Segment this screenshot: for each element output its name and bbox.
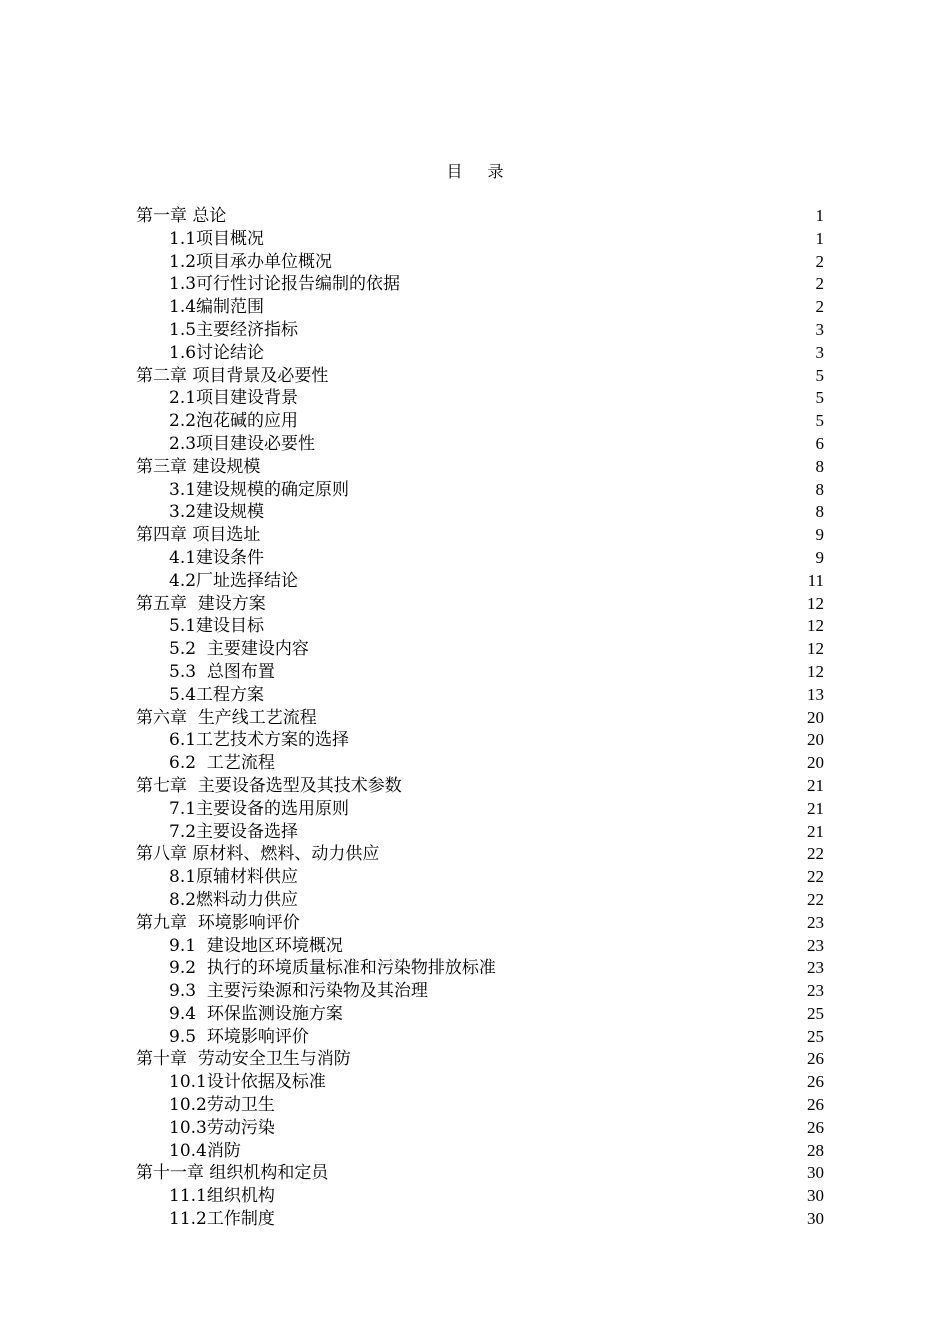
- toc-page-number: 9: [815, 525, 824, 545]
- toc-section-entry[interactable]: [136, 433, 824, 456]
- toc-page-number: 8: [815, 502, 824, 522]
- toc-entry-label: 2.2泡花碱的应用: [169, 411, 299, 432]
- toc-entry-label: 第七章 主要设备选型及其技术参数: [136, 775, 402, 796]
- toc-section-entry[interactable]: [136, 228, 824, 251]
- toc-section-entry[interactable]: [136, 479, 824, 502]
- toc-entry-label: 10.3劳动污染: [169, 1117, 275, 1138]
- toc-page-number: 3: [815, 342, 824, 362]
- toc-entry-label: 第九章 环境影响评价: [136, 912, 300, 933]
- toc-page-number: 25: [807, 1003, 824, 1023]
- toc-section-entry[interactable]: [136, 1094, 824, 1117]
- toc-page-number: 26: [807, 1049, 824, 1069]
- toc-entry-label: 2.3项目建设必要性: [169, 433, 316, 454]
- toc-page-number: 1: [815, 228, 824, 248]
- toc-section-entry[interactable]: [136, 957, 824, 980]
- page-title: 目 录: [446, 162, 514, 181]
- toc-chapter-entry[interactable]: [136, 1048, 824, 1071]
- toc-section-entry[interactable]: [136, 387, 824, 410]
- toc-entry-label: 3.1建设规模的确定原则: [169, 479, 350, 500]
- toc-section-entry[interactable]: [136, 251, 824, 274]
- toc-section-entry[interactable]: [136, 1026, 824, 1049]
- toc-entry-label: 第六章 生产线工艺流程: [136, 707, 317, 728]
- toc-entry-label: 第一章 总论: [136, 206, 227, 226]
- toc-entry-label: 9.2 执行的环境质量标准和污染物排放标准: [169, 958, 496, 979]
- toc-section-entry[interactable]: [136, 638, 824, 661]
- toc-section-entry[interactable]: [136, 935, 824, 958]
- toc-page-number: 20: [807, 730, 824, 750]
- toc-page-number: 26: [807, 1072, 824, 1092]
- toc-page-number: 12: [807, 616, 824, 636]
- toc-entry-label: 第八章 原材料、燃料、动力供应: [136, 844, 380, 865]
- toc-section-entry[interactable]: [136, 684, 824, 707]
- toc-section-entry[interactable]: [136, 798, 824, 821]
- toc-entry-label: 1.2项目承办单位概况: [169, 251, 333, 272]
- toc-page-number: 22: [807, 867, 824, 887]
- toc-entry-label: 第二章 项目背景及必要性: [136, 365, 329, 386]
- toc-page-number: 20: [807, 707, 824, 727]
- toc-chapter-entry[interactable]: [136, 912, 824, 935]
- toc-entry-label: 第三章 建设规模: [136, 456, 261, 477]
- toc-chapter-entry[interactable]: [136, 707, 824, 730]
- toc-page-number: 23: [807, 912, 824, 932]
- toc-entry-label: 第四章 项目选址: [136, 525, 261, 546]
- toc-page-number: 23: [807, 935, 824, 955]
- toc-entry-label: 第五章 建设方案: [136, 593, 266, 614]
- toc-chapter-entry[interactable]: [136, 843, 824, 866]
- toc-page-number: 22: [807, 844, 824, 864]
- toc-page-number: 21: [807, 798, 824, 818]
- toc-section-entry[interactable]: [136, 410, 824, 433]
- toc-chapter-entry[interactable]: [136, 365, 824, 388]
- toc-page-number: 20: [807, 753, 824, 773]
- toc-entry-label: 1.1项目概况: [169, 228, 265, 249]
- toc-chapter-entry[interactable]: [136, 593, 824, 616]
- toc-page-number: 1: [815, 206, 824, 225]
- toc-section-entry[interactable]: [136, 889, 824, 912]
- toc-page-number: 5: [815, 388, 824, 408]
- toc-entry-label: 4.2厂址选择结论: [169, 570, 299, 591]
- toc-page-number: 3: [815, 319, 824, 339]
- toc-section-entry[interactable]: [136, 1185, 824, 1208]
- toc-page-number: 28: [807, 1140, 824, 1160]
- toc-entry-label: 8.2燃料动力供应: [169, 889, 299, 910]
- toc-entry-label: 5.4工程方案: [169, 684, 265, 705]
- toc-page-number: 22: [807, 889, 824, 909]
- toc-section-entry[interactable]: [136, 866, 824, 889]
- toc-entry-label: 7.1主要设备的选用原则: [169, 798, 350, 819]
- toc-chapter-entry[interactable]: [136, 775, 824, 798]
- toc-page-number: 30: [807, 1186, 824, 1206]
- toc-entry-label: 1.3可行性讨论报告编制的依据: [169, 274, 401, 295]
- toc-entry-label: 1.6讨论结论: [169, 342, 265, 363]
- toc-page-number: 21: [807, 775, 824, 795]
- toc-section-entry[interactable]: [136, 501, 824, 524]
- toc-section-entry[interactable]: [136, 980, 824, 1003]
- toc-section-entry[interactable]: [136, 547, 824, 570]
- toc-entry-label: 10.1设计依据及标准: [169, 1072, 326, 1093]
- toc-page-number: 12: [807, 593, 824, 613]
- toc-page-number: 6: [815, 433, 824, 453]
- toc-entry-label: 4.1建设条件: [169, 547, 265, 568]
- toc-page-number: 9: [815, 547, 824, 567]
- toc-page-number: 26: [807, 1095, 824, 1115]
- toc-section-entry[interactable]: [136, 661, 824, 684]
- toc-chapter-entry[interactable]: [136, 205, 824, 228]
- toc-chapter-entry[interactable]: [136, 1162, 824, 1185]
- toc-page-number: 30: [807, 1163, 824, 1183]
- toc-section-entry[interactable]: [136, 615, 824, 638]
- toc-entry-label: 9.4 环保监测设施方案: [169, 1003, 343, 1024]
- toc-entry-label: 第十一章 组织机构和定员: [136, 1163, 329, 1184]
- toc-entry-label: 11.1组织机构: [169, 1186, 275, 1207]
- toc-entry-label: 9.5 环境影响评价: [169, 1026, 309, 1047]
- toc-section-entry[interactable]: [136, 1117, 824, 1140]
- toc-page-number: 21: [807, 821, 824, 841]
- toc-page-number: 25: [807, 1026, 824, 1046]
- toc-entry-label: 3.2建设规模: [169, 502, 265, 523]
- toc-entry-label: 6.2 工艺流程: [169, 753, 275, 774]
- toc-chapter-entry[interactable]: [136, 524, 824, 547]
- toc-section-entry[interactable]: [136, 752, 824, 775]
- toc-entry-label: 7.2主要设备选择: [169, 821, 299, 842]
- toc-section-entry[interactable]: [136, 1140, 824, 1163]
- toc-section-entry[interactable]: [136, 729, 824, 752]
- toc-entry-label: 第十章 劳动安全卫生与消防: [136, 1049, 351, 1070]
- toc-entry-label: 10.2劳动卫生: [169, 1095, 275, 1116]
- toc-entry-label: 6.1工艺技术方案的选择: [169, 730, 350, 751]
- toc-page-number: 12: [807, 639, 824, 659]
- toc-page-number: 2: [815, 297, 824, 317]
- toc-entry-label: 1.5主要经济指标: [169, 319, 299, 340]
- toc-entry-label: 10.4消防: [169, 1140, 241, 1161]
- toc-page-number: 30: [807, 1209, 824, 1229]
- toc-entry-label: 5.2 主要建设内容: [169, 639, 309, 660]
- toc-section-entry[interactable]: [136, 296, 824, 319]
- toc-section-entry[interactable]: [136, 821, 824, 844]
- table-of-contents: [136, 205, 824, 1231]
- toc-page-number: 8: [815, 456, 824, 476]
- toc-section-entry[interactable]: [136, 342, 824, 365]
- toc-entry-label: 9.1 建设地区环境概况: [169, 935, 343, 956]
- toc-entry-label: 5.1建设目标: [169, 616, 265, 637]
- toc-page-number: 23: [807, 981, 824, 1001]
- toc-page-number: 13: [807, 684, 824, 704]
- toc-page-number: 2: [815, 274, 824, 294]
- toc-page-number: 5: [815, 411, 824, 431]
- toc-section-entry[interactable]: [136, 273, 824, 296]
- toc-entry-label: 11.2工作制度: [169, 1209, 275, 1230]
- toc-entry-label: 9.3 主要污染源和污染物及其治理: [169, 981, 428, 1002]
- toc-chapter-entry[interactable]: [136, 456, 824, 479]
- toc-entry-label: 1.4编制范围: [169, 297, 265, 318]
- toc-page-number: 2: [815, 251, 824, 271]
- toc-section-entry[interactable]: [136, 319, 824, 342]
- toc-section-entry[interactable]: [136, 1003, 824, 1026]
- toc-page-number: 26: [807, 1117, 824, 1137]
- toc-entry-label: 8.1原辅材料供应: [169, 867, 299, 888]
- toc-page-number: 11: [807, 570, 824, 590]
- toc-section-entry[interactable]: [136, 570, 824, 593]
- toc-section-entry[interactable]: [136, 1071, 824, 1094]
- toc-page-number: 5: [815, 365, 824, 385]
- toc-page-number: 12: [807, 661, 824, 681]
- toc-entry-label: 2.1项目建设背景: [169, 388, 299, 409]
- toc-entry-label: 5.3 总图布置: [169, 661, 275, 682]
- toc-page-number: 23: [807, 958, 824, 978]
- toc-page-number: 8: [815, 479, 824, 499]
- toc-section-entry[interactable]: [136, 1208, 824, 1231]
